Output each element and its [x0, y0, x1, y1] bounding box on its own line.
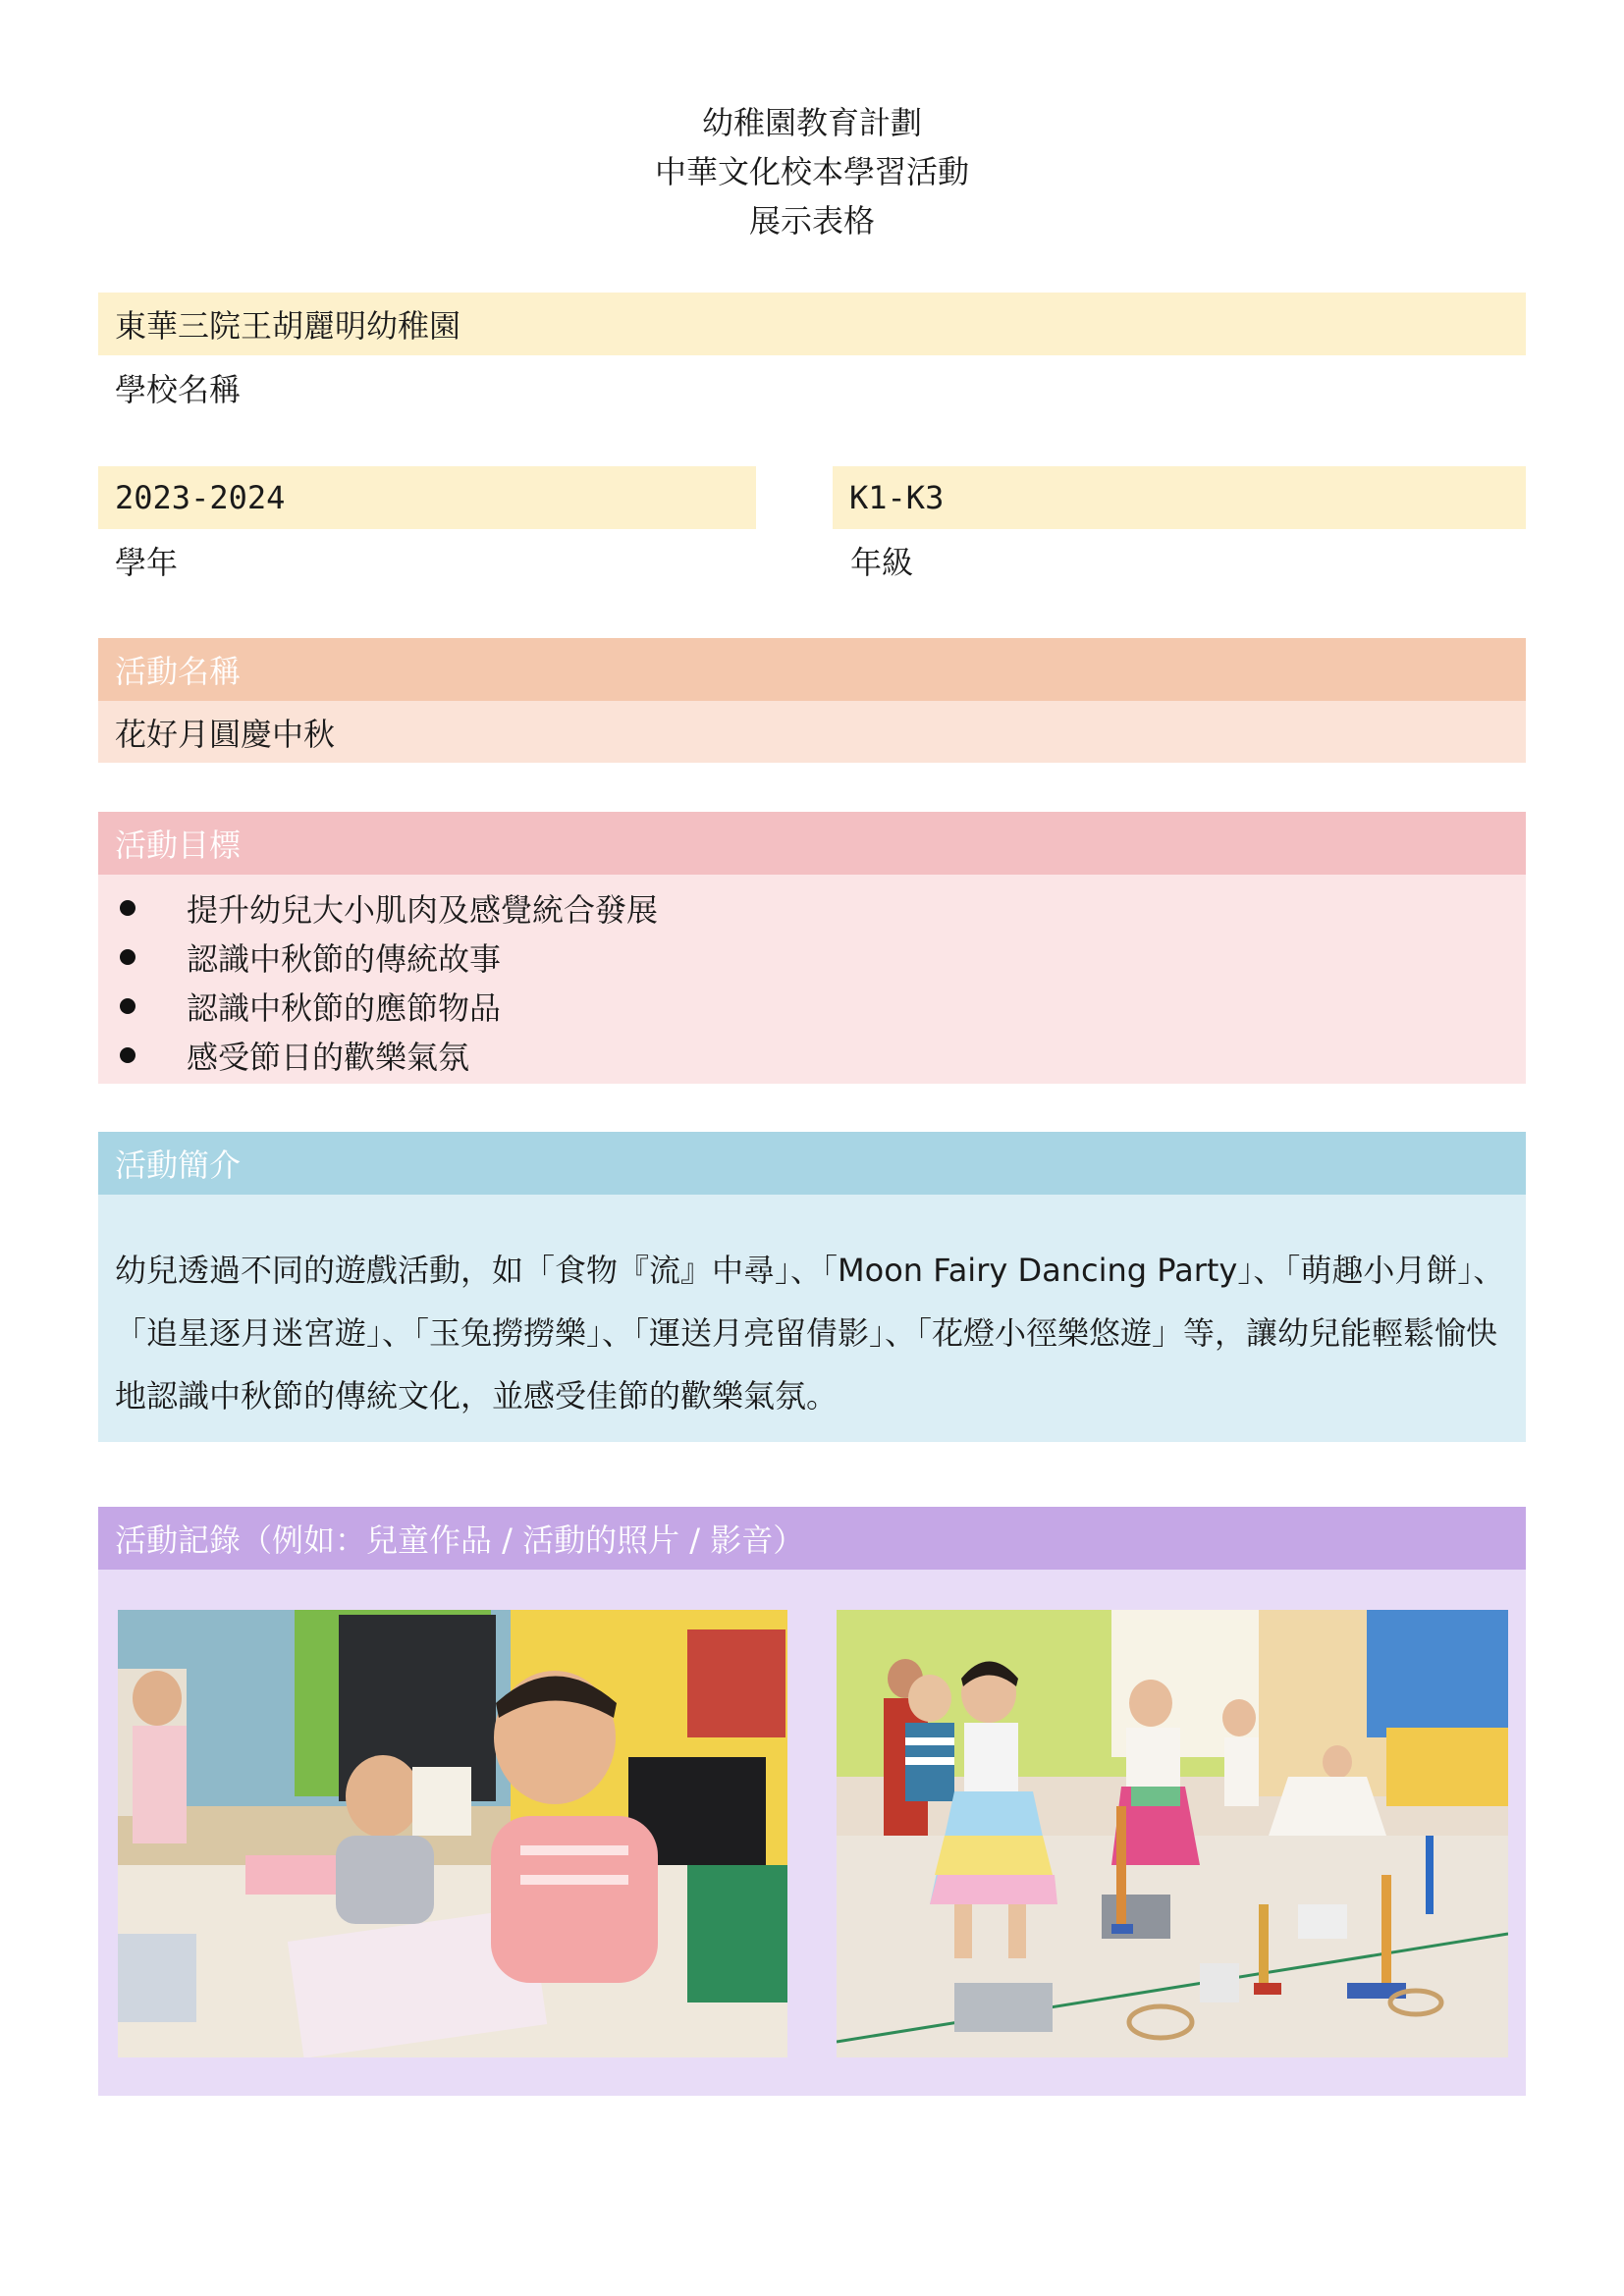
activity-name-body: [98, 701, 1526, 763]
activity-photo-1: [118, 1610, 787, 2057]
objective-item: [98, 933, 658, 982]
bullet-icon: [120, 949, 135, 965]
intro-header: [98, 1132, 1526, 1195]
bullet-icon: [120, 1047, 135, 1063]
school-year-label: 學年: [115, 544, 179, 581]
objective-item: [98, 1031, 658, 1080]
photo-classroom-table: [118, 1610, 787, 2057]
records-header: [98, 1507, 1526, 1570]
objective-text: 提升幼兒大小肌肉及感覺統合發展: [187, 891, 659, 929]
school-year-field: [98, 466, 756, 529]
objective-text: 認識中秋節的應節物品: [187, 989, 502, 1027]
objective-text: 感受節日的歡樂氣氛: [187, 1039, 470, 1076]
objectives-list: [98, 883, 658, 1080]
objectives-heading: 活動目標: [115, 827, 242, 864]
activity-name-value: 花好月圓慶中秋: [115, 715, 336, 753]
grade-value: K1-K3: [849, 479, 945, 516]
document-title: [0, 98, 1624, 245]
intro-text: 幼兒透過不同的遊戲活動，如「食物『流』中尋」、「Moon Fairy Dancing Party」、「萌趣小月餅」、「追星逐月迷宮遊」、「玉兔撈撈樂」、「運送月亮留倩影」、「花燈小徑樂悠遊」等，讓幼兒能輕鬆愉快地認識中秋節的傳統文化，並感受佳節的歡樂氣氛。: [115, 1252, 1505, 1415]
objective-item: [98, 883, 658, 933]
school-year-value: 2023-2024: [115, 479, 286, 516]
school-name-field: [98, 293, 1526, 355]
records-heading: 活動記錄（例如：兒童作品 / 活動的照片 / 影音）: [115, 1522, 805, 1559]
grade-field: [833, 466, 1526, 529]
title-line-3: 展示表格: [748, 202, 875, 240]
title-line-2: 中華文化校本學習活動: [654, 153, 969, 190]
activity-name-heading: 活動名稱: [115, 653, 242, 690]
activity-name-header: [98, 638, 1526, 701]
school-name-label: 學校名稱: [115, 371, 242, 408]
objective-item: [98, 982, 658, 1031]
photo-ring-toss-game: [837, 1610, 1508, 2057]
title-line-1: 幼稚園教育計劃: [701, 104, 922, 141]
bullet-icon: [120, 900, 135, 916]
objectives-header: [98, 812, 1526, 875]
grade-label: 年級: [850, 544, 914, 581]
school-name-value: 東華三院王胡麗明幼稚園: [115, 307, 461, 345]
intro-heading: 活動簡介: [115, 1147, 242, 1184]
bullet-icon: [120, 998, 135, 1014]
activity-photo-2: [837, 1610, 1508, 2057]
objective-text: 認識中秋節的傳統故事: [187, 940, 502, 978]
